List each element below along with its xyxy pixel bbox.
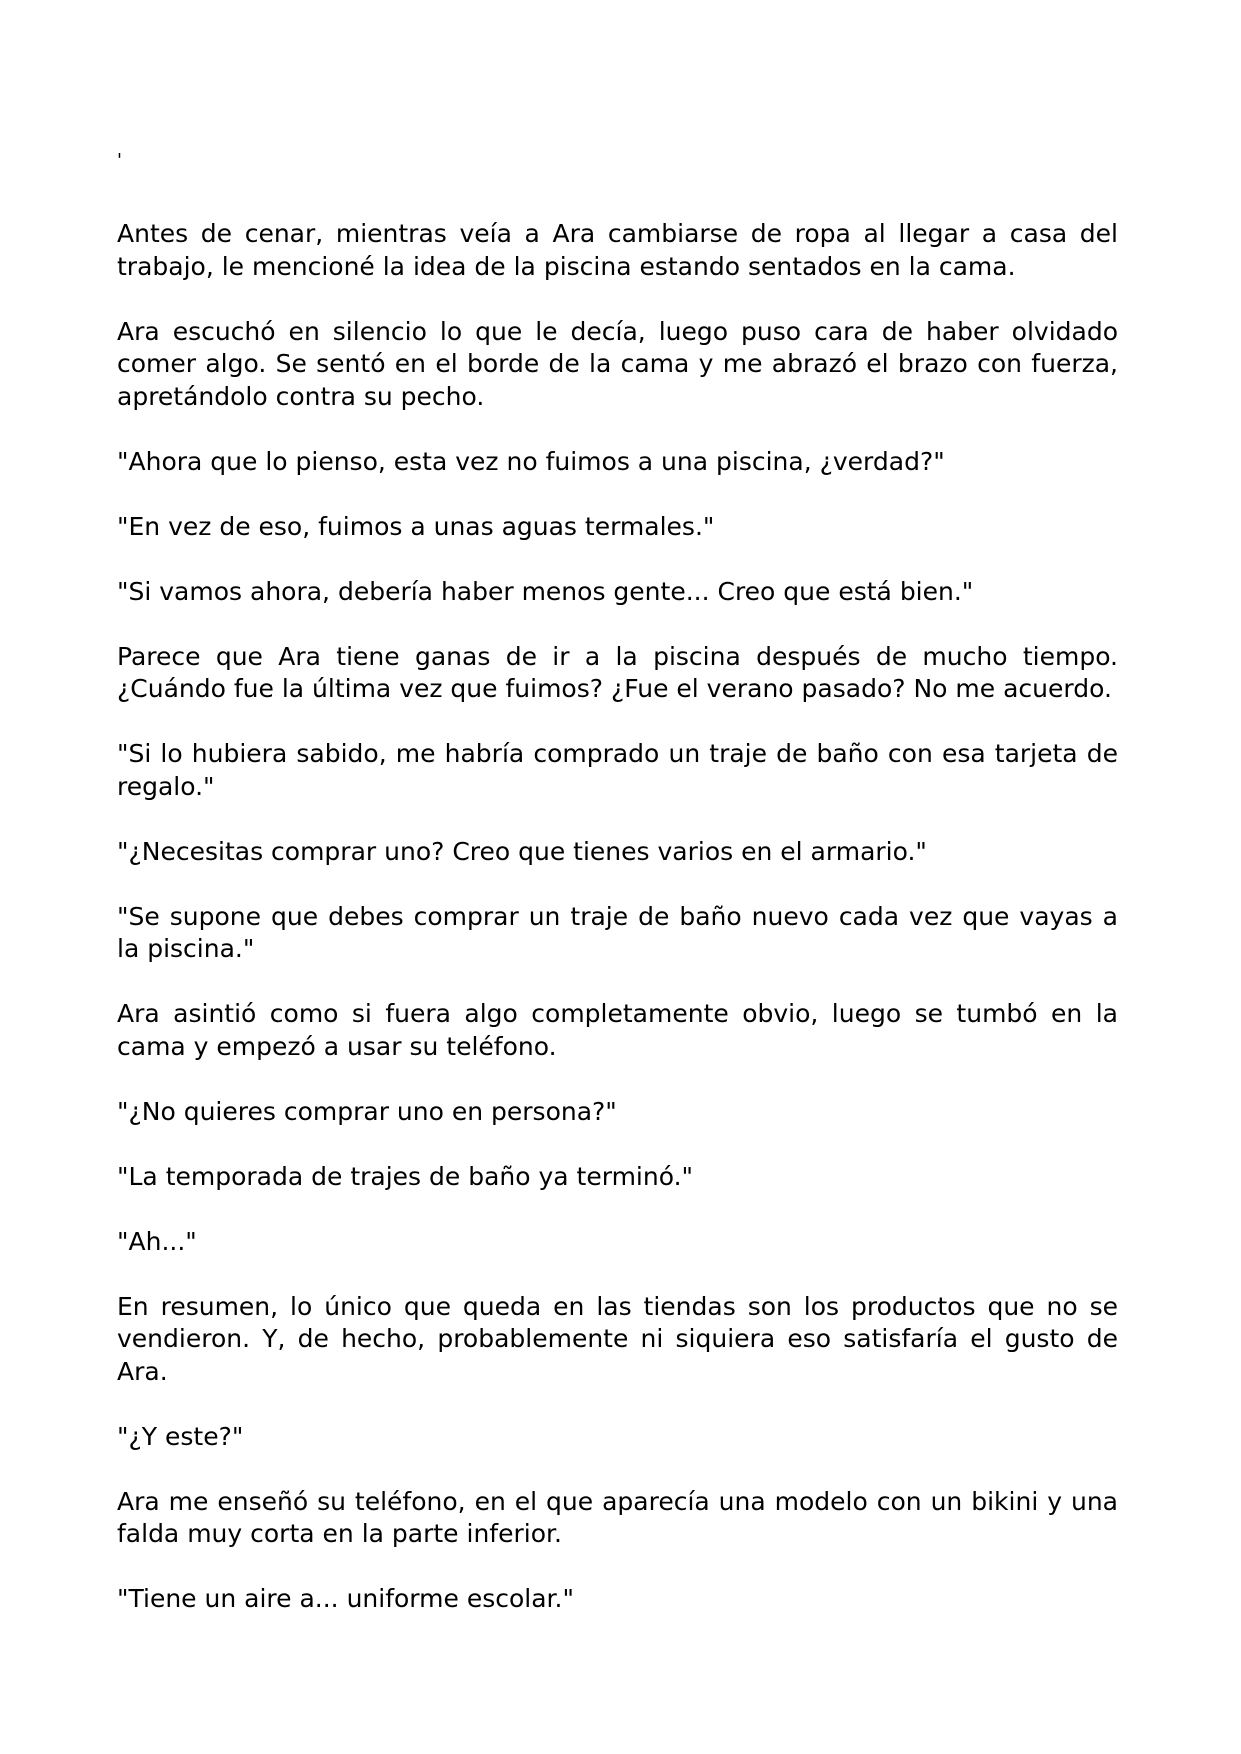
paragraph: "En vez de eso, fuimos a unas aguas termales."	[117, 511, 715, 541]
paragraph: "Se supone que debes comprar un traje de baño nuevo cada vez que vayas a la piscina."	[117, 901, 1118, 963]
paragraph: Parece que Ara tiene ganas de ir a la piscina después de mucho tiempo. ¿Cuándo fue la última vez que fuimos? ¿Fue el verano pasado? No me acuerdo.	[117, 641, 1118, 703]
page-mark: '	[117, 150, 122, 171]
paragraph: "La temporada de trajes de baño ya terminó."	[117, 1161, 694, 1191]
paragraph: Ara escuchó en silencio lo que le decía, luego puso cara de haber olvidado comer algo. Se sentó en el borde de la cama y me abrazó el brazo con fuerza, apretándolo contra su pecho.	[117, 316, 1118, 411]
paragraph: "Tiene un aire a... uniforme escolar."	[117, 1584, 574, 1613]
paragraph: Antes de cenar, mientras veía a Ara cambiarse de ropa al llegar a casa del trabajo, le mencioné la idea de la piscina estando sentados en la cama.	[117, 219, 1118, 281]
paragraph: "¿Y este?"	[117, 1421, 244, 1451]
paragraph: Ara me enseñó su teléfono, en el que aparecía una modelo con un bikini y una falda muy corta en la parte inferior.	[117, 1486, 1118, 1548]
paragraph: "Ahora que lo pienso, esta vez no fuimos a una piscina, ¿verdad?"	[117, 446, 945, 476]
paragraph: "Si vamos ahora, debería haber menos gente... Creo que está bien."	[117, 576, 974, 606]
paragraph: "¿No quieres comprar uno en persona?"	[117, 1096, 617, 1126]
paragraph: "Si lo hubiera sabido, me habría comprado un traje de baño con esa tarjeta de regalo."	[117, 739, 1118, 801]
document-body	[117, 218, 1118, 1648]
paragraph: Ara asintió como si fuera algo completamente obvio, luego se tumbó en la cama y empezó a usar su teléfono.	[117, 999, 1118, 1061]
paragraph: En resumen, lo único que queda en las tiendas son los productos que no se vendieron. Y, de hecho, probablemente ni siquiera eso satisfaría el gusto de Ara.	[117, 1291, 1118, 1386]
paragraph: "¿Necesitas comprar uno? Creo que tienes varios en el armario."	[117, 836, 927, 866]
paragraph: "Ah..."	[117, 1226, 197, 1256]
